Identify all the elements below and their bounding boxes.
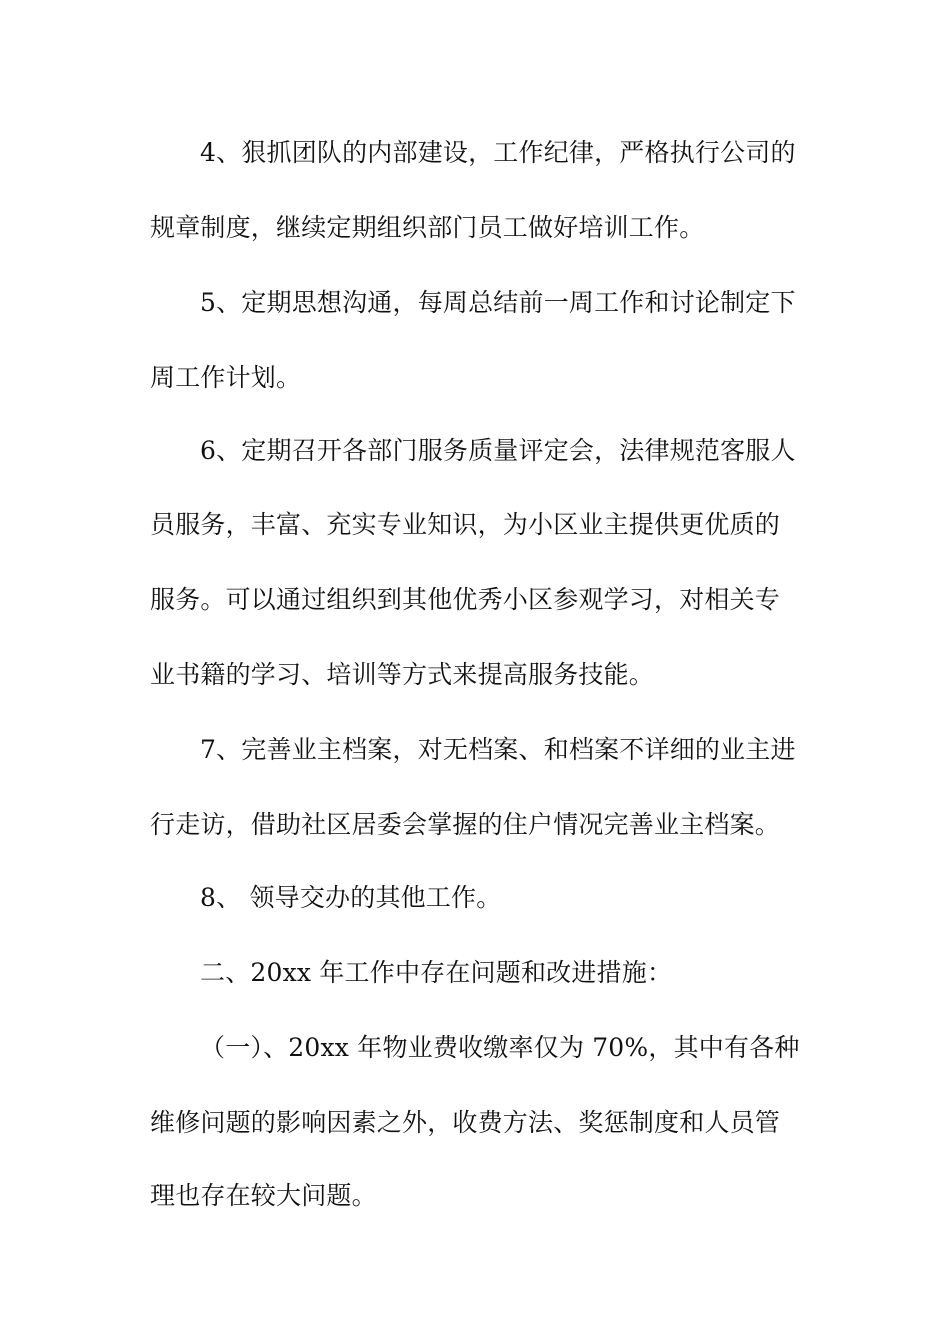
paragraph-line: 周工作计划。 — [150, 363, 302, 392]
paragraph-line: 员服务，丰富、充实专业知识，为小区业主提供更优质的 — [150, 510, 781, 539]
section-heading: 二、20xx 年工作中存在问题和改进措施： — [200, 958, 673, 987]
paragraph-line: 服务。可以通过组织到其他优秀小区参观学习，对相关专 — [150, 585, 781, 614]
paragraph-line: 业书籍的学习、培训等方式来提高服务技能。 — [150, 660, 655, 689]
paragraph-line: 行走访，借助社区居委会掌握的住户情况完善业主档案。 — [150, 810, 781, 839]
paragraph-line: 4、狠抓团队的内部建设，工作纪律，严格执行公司的 — [200, 138, 796, 167]
paragraph-line: 7、完善业主档案，对无档案、和档案不详细的业主进 — [200, 735, 796, 764]
paragraph-line: 理也存在较大问题。 — [150, 1181, 377, 1210]
paragraph-line: 规章制度，继续定期组织部门员工做好培训工作。 — [150, 213, 705, 242]
paragraph-line: （一）、20xx 年物业费收缴率仅为 70%，其中有各种 — [200, 1033, 800, 1062]
paragraph-line: 6、定期召开各部门服务质量评定会，法律规范客服人 — [200, 436, 796, 465]
paragraph-line: 维修问题的影响因素之外，收费方法、奖惩制度和人员管 — [150, 1108, 781, 1137]
paragraph-line: 5、定期思想沟通，每周总结前一周工作和讨论制定下 — [200, 288, 796, 317]
paragraph-line: 8、 领导交办的其他工作。 — [200, 883, 502, 912]
